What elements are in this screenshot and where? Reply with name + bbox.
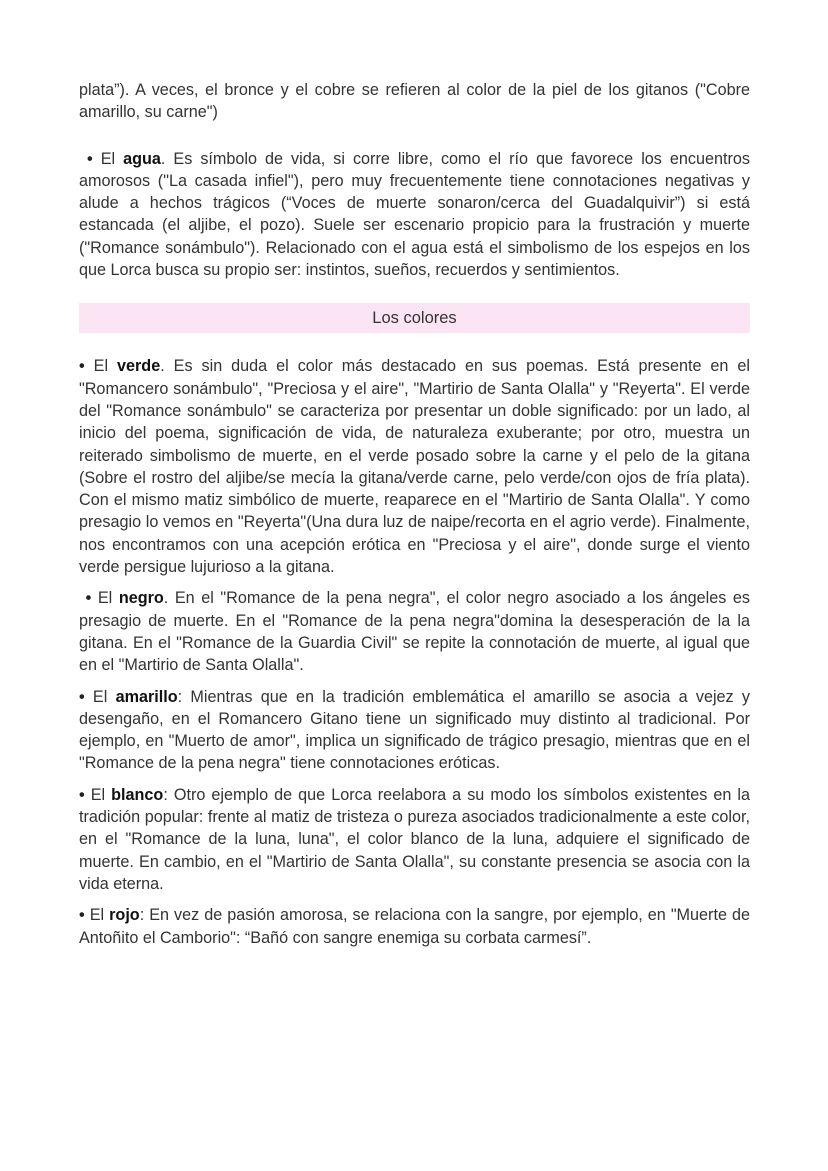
bullet-icon: • [79, 785, 85, 804]
amarillo-paragraph [79, 686, 750, 775]
negro-prefix: El [97, 589, 119, 608]
bullet-icon: • [87, 149, 93, 168]
agua-term: agua [123, 149, 161, 168]
blanco-text: : Otro ejemplo de que Lorca reelabora a su modo los símbolos existentes en la tradición popular: frente al matiz de tristeza o pureza asociados tradicionalmente a este color, en el "Romance de la luna, luna", el color blanco de la luna, adquiere el significado de muerte. En cambio, en el "Martirio de Santa Olalla", su constante presencia se asocia con la vida eterna. [79, 785, 750, 893]
verde-term: verde [117, 357, 161, 376]
amarillo-term: amarillo [115, 687, 178, 706]
amarillo-text: : Mientras que en la tradición emblemática el amarillo se asocia a vejez y desengaño, en el Romancero Gitano tiene un significado muy distinto al tradicional. Por ejemplo, en "Muerto de amor", implica un significado de trágico presagio, mientras que en el "Romance de la pena negra" tiene connotaciones eróticas. [79, 687, 750, 773]
rojo-prefix: El [89, 906, 110, 925]
verde-paragraph [79, 355, 750, 578]
agua-paragraph [79, 148, 750, 282]
bullet-icon: • [79, 906, 85, 925]
verde-prefix: El [93, 357, 117, 376]
bullet-icon: • [79, 357, 85, 376]
blanco-term: blanco [111, 785, 164, 804]
rojo-text: : En vez de pasión amorosa, se relaciona con la sangre, por ejemplo, en "Muerte de Antoñito el Camborio": “Bañó con sangre enemiga su corbata carmesí”. [79, 906, 750, 947]
blanco-prefix: El [90, 785, 112, 804]
verde-text: . Es sin duda el color más destacado en sus poemas. Está presente en el "Romancero sonámbulo", "Preciosa y el aire", "Martirio de Santa Olalla" y "Reyerta". El verde del "Romance sonámbulo" se caracteriza por presentar un doble significado: por un lado, al inicio del poema, significación de vida, de naturaleza exuberante; por otro, muestra un reiterado simbolismo de muerte, en el verde posado sobre la carne y el pelo de la gitana (Sobre el rostro del aljibe/se mecía la gitana/verde carne, pelo verde/con ojos de fría plata). Con el mismo matiz simbólico de muerte, reaparece en el "Martirio de Santa Olalla". Y como presagio lo vemos en "Reyerta"(Una dura luz de naipe/recorta en el agrio verde). Finalmente, nos encontramos con una acepción erótica en "Preciosa y el aire", donde surge el viento verde persigue lujurioso a la gitana. [79, 357, 750, 577]
intro-paragraph [79, 79, 750, 124]
agua-prefix: El [100, 149, 124, 168]
negro-term: negro [118, 589, 164, 608]
section-heading-banner [79, 303, 750, 333]
rojo-term: rojo [109, 906, 140, 925]
intro-text: plata”). A veces, el bronce y el cobre se refieren al color de la piel de los gitanos ("Cobre amarillo, su carne") [79, 81, 750, 122]
amarillo-prefix: El [92, 687, 116, 706]
negro-text: . En el "Romance de la pena negra", el color negro asociado a los ángeles es presagio de muerte. En el "Romance de la pena negra"domina la desesperación de la la gitana. En el "Romance de la Guardia Civil" se repite la connotación de muerte, al igual que en el "Martirio de Santa Olalla". [79, 589, 750, 675]
negro-paragraph [79, 587, 750, 676]
agua-text: . Es símbolo de vida, si corre libre, como el río que favorece los encuentros amorosos ("La casada infiel"), pero muy frecuentemente tiene connotaciones negativas y alude a hechos trágicos (“Voces de muerte sonaron/cerca del Guadalquivir”) si está estancada (el aljibe, el pozo). Suele ser escenario propicio para la frustración y muerte ("Romance sonámbulo"). Relacionado con el agua está el simbolismo de los espejos en los que Lorca busca su propio ser: instintos, sueños, recuerdos y sentimientos. [79, 149, 750, 280]
rojo-paragraph [79, 904, 750, 949]
section-heading: Los colores [372, 309, 457, 328]
document-page [79, 79, 750, 949]
bullet-icon: • [79, 687, 85, 706]
bullet-icon: • [85, 589, 92, 608]
blanco-paragraph [79, 784, 750, 895]
